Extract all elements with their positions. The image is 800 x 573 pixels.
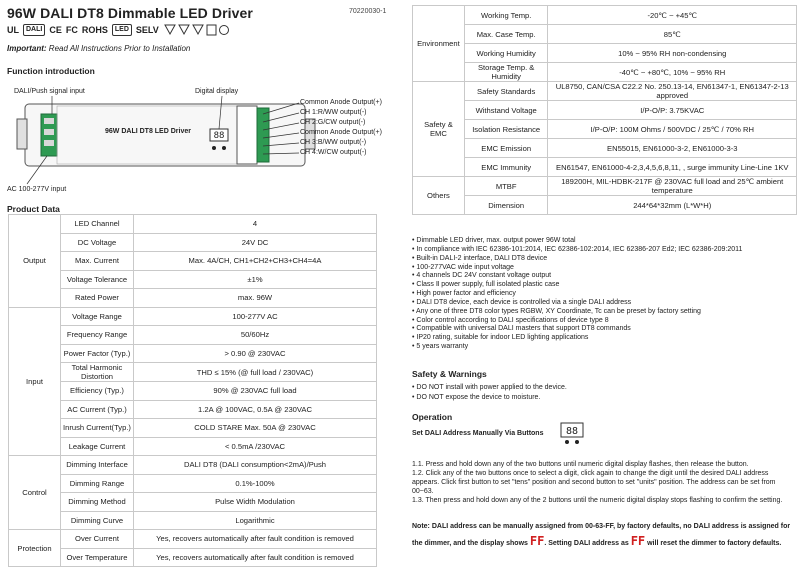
spec-value: I/P-O/P: 100M Ohms / 500VDC / 25℃ / 70% RH <box>548 120 797 139</box>
product-data-param: Frequency Range <box>61 326 134 345</box>
product-data-value: max. 96W <box>134 289 377 308</box>
product-data-row <box>9 400 377 419</box>
product-data-row <box>9 530 377 549</box>
ul-logo: UL <box>7 25 19 35</box>
feature-item: • Compatible with universal DALI masters that support DT8 commands <box>412 325 742 334</box>
spec-param: Isolation Resistance <box>464 120 548 139</box>
safety-list <box>412 383 567 402</box>
features-list <box>412 237 742 352</box>
product-data-value: Yes, recovers automatically after fault condition is removed <box>134 530 377 549</box>
spec-row <box>413 101 797 120</box>
spec-param: Max. Case Temp. <box>464 25 548 44</box>
product-data-row <box>9 233 377 252</box>
ff-display-2: FF <box>630 534 646 548</box>
product-data-value: 1.2A @ 100VAC, 0.5A @ 230VAC <box>134 400 377 419</box>
fc-logo: FC <box>65 25 78 35</box>
product-data-row <box>9 363 377 382</box>
rohs-logo: ROHS <box>81 25 108 35</box>
product-data-group-label: Control <box>9 456 61 530</box>
product-data-param: Max. Current <box>61 252 134 271</box>
operation-heading: Operation <box>412 412 453 422</box>
certification-logos <box>7 24 233 36</box>
output-label-6: CH 4:W/CW output(-) <box>300 149 367 156</box>
spec-row <box>413 82 797 101</box>
product-data-row <box>9 252 377 271</box>
spec-value: EN61547, EN61000-4-2,3,4,5,6,8,11, , surge immunity Line-Line 1KV <box>548 158 797 177</box>
symbol-icons <box>163 24 233 36</box>
product-data-row <box>9 344 377 363</box>
spec-value: 10% ~ 95% RH non-condensing <box>548 44 797 63</box>
product-data-value: 100-277V AC <box>134 307 377 326</box>
spec-param: Storage Temp. & Humidity <box>464 63 548 82</box>
product-data-param: Over Current <box>61 530 134 549</box>
ce-logo: CE <box>49 25 62 35</box>
product-data-value: THD ≤ 15% (@ full load / 230VAC) <box>134 363 377 382</box>
spec-row <box>413 120 797 139</box>
product-data-param: Voltage Range <box>61 307 134 326</box>
operation-steps <box>412 460 794 505</box>
feature-item: • 4 channels DC 24V constant voltage output <box>412 272 742 281</box>
product-data-row <box>9 474 377 493</box>
product-data-value: Yes, recovers automatically after fault condition is removed <box>134 548 377 567</box>
product-data-param: Inrush Current(Typ.) <box>61 419 134 438</box>
product-data-value: < 0.5mA /230VAC <box>134 437 377 456</box>
digital-display-label: Digital display <box>195 88 239 95</box>
output-label-2: CH 1:R/WW output(-) <box>300 109 367 116</box>
product-data-param: LED Channel <box>61 215 134 234</box>
feature-item: • Class Ⅱ power supply, full isolated plastic case <box>412 281 742 290</box>
product-data-value: Max. 4A/CH, CH1+CH2+CH3+CH4=4A <box>134 252 377 271</box>
feature-item: • In compliance with IEC 62386-101:2014, IEC 62386-102:2014, IEC 62386-207 Ed2; IEC 62386-209:2011 <box>412 246 742 255</box>
product-data-param: Dimming Method <box>61 493 134 512</box>
product-data-heading: Product Data <box>7 204 60 214</box>
ff-display-1: FF <box>529 534 545 548</box>
feature-item: • Built-in DALI-2 interface, DALI DT8 device <box>412 255 742 264</box>
product-data-param: Over Temperature <box>61 548 134 567</box>
product-data-row <box>9 289 377 308</box>
output-label-4: Common Anode Output(+) <box>300 129 382 136</box>
feature-item: • DALI DT8 device, each device is controlled via a single DALI address <box>412 299 742 308</box>
device-label: 96W DALI DT8 LED Driver <box>105 128 191 135</box>
spec-param: Safety Standards <box>464 82 548 101</box>
product-data-param: Efficiency (Typ.) <box>61 382 134 401</box>
product-data-value: > 0.90 @ 230VAC <box>134 344 377 363</box>
step-1: 1.1. Press and hold down any of the two buttons until numeric digital display flashes, then release the button. <box>412 461 749 468</box>
feature-item: • 5 years warranty <box>412 343 742 352</box>
spec-row <box>413 177 797 196</box>
led-logo: LED <box>112 24 132 36</box>
product-data-group-label: Protection <box>9 530 61 567</box>
product-data-param: Dimming Curve <box>61 511 134 530</box>
important-notice: Important: Read All Instructions Prior to Installation <box>7 44 191 53</box>
product-data-row <box>9 270 377 289</box>
dali-logo: DALI <box>23 24 45 36</box>
safety-heading: Safety & Warnings <box>412 369 487 379</box>
step-3: 1.3. Then press and hold down any of the 2 buttons until the numeric digital display stops flashing to confirm the setting. <box>412 497 783 504</box>
product-data-param: DC Voltage <box>61 233 134 252</box>
product-data-row <box>9 493 377 512</box>
spec-group-label: Others <box>413 177 465 215</box>
function-heading: Function introduction <box>7 66 95 76</box>
set-address-title: Set DALI Address Manually Via Buttons <box>412 430 544 437</box>
product-data-value: 4 <box>134 215 377 234</box>
product-data-value: Logarithmic <box>134 511 377 530</box>
spec-row <box>413 25 797 44</box>
product-data-row <box>9 307 377 326</box>
product-data-value: 0.1%-100% <box>134 474 377 493</box>
spec-param: Dimension <box>464 196 548 215</box>
product-data-row <box>9 419 377 438</box>
specs-table <box>412 5 797 215</box>
product-data-value: 24V DC <box>134 233 377 252</box>
page-title: 96W DALI DT8 Dimmable LED Driver <box>7 5 253 21</box>
product-data-param: Dimming Range <box>61 474 134 493</box>
safety-item: • DO NOT install with power applied to the device. <box>412 383 567 393</box>
display-icon <box>560 422 584 446</box>
feature-item: • High power factor and efficiency <box>412 290 742 299</box>
output-label-1: Common Anode Output(+) <box>300 99 382 106</box>
svg-text:88: 88 <box>565 426 579 437</box>
spec-value: I/P-O/P: 3.75KVAC <box>548 101 797 120</box>
svg-text:88: 88 <box>213 131 225 141</box>
feature-item: • 100-277VAC wide input voltage <box>412 264 742 273</box>
spec-param: EMC Emission <box>464 139 548 158</box>
product-data-param: Dimming Interface <box>61 456 134 475</box>
document-code: 70220030-1 <box>349 8 387 15</box>
product-data-row <box>9 382 377 401</box>
product-data-value: DALI DT8 (DALI consumption<2mA)/Push <box>134 456 377 475</box>
product-data-param: AC Current (Typ.) <box>61 400 134 419</box>
product-data-param: Power Factor (Typ.) <box>61 344 134 363</box>
spec-param: Working Temp. <box>464 6 548 25</box>
product-data-row <box>9 511 377 530</box>
address-note: Note: DALI address can be manually assigned from 00-63-FF, by factory defaults, no DALI address is assigned for the dimmer, and the display shows FF. Setting DALI address as FF will reset the dimmer to factory defaults. <box>412 523 791 548</box>
push-input-label: DALI/Push signal input <box>14 88 85 95</box>
feature-item: • Color control according to DALI specifications of device type 8 <box>412 317 742 326</box>
spec-value: -40℃ ~ +80℃, 10% ~ 95% RH <box>548 63 797 82</box>
spec-value: 244*64*32mm (L*W*H) <box>548 196 797 215</box>
product-data-row <box>9 326 377 345</box>
spec-group-label: Safety & EMC <box>413 82 465 177</box>
spec-row <box>413 63 797 82</box>
spec-param: Working Humidity <box>464 44 548 63</box>
safety-item: • DO NOT expose the device to moisture. <box>412 393 567 403</box>
spec-value: -20℃ ~ +45℃ <box>548 6 797 25</box>
spec-param: EMC Immunity <box>464 158 548 177</box>
spec-group-label: Environment <box>413 6 465 82</box>
feature-item: • Dimmable LED driver, max. output power 96W total <box>412 237 742 246</box>
spec-param: MTBF <box>464 177 548 196</box>
spec-row <box>413 6 797 25</box>
spec-value: EN55015, EN61000-3-2, EN61000-3-3 <box>548 139 797 158</box>
step-2: 1.2. Click any of the two buttons once to select a digit, click again to change the digit until the desired DALI address appears. Click first button to set "tens" position and second button to set "units" position. The address can be set from 00~63. <box>412 470 776 495</box>
product-data-table <box>8 214 377 567</box>
product-data-row <box>9 456 377 475</box>
spec-value: 85℃ <box>548 25 797 44</box>
spec-value: UL8750, CAN/CSA C22.2 No. 250.13-14, EN61347-1, EN61347-2-13 approved <box>548 82 797 101</box>
output-label-5: CH 3:B/WW output(-) <box>300 139 367 146</box>
ac-input-label: AC 100-277V input <box>7 186 67 193</box>
product-data-row <box>9 215 377 234</box>
spec-row <box>413 44 797 63</box>
product-data-group-label: Input <box>9 307 61 456</box>
selv-logo: SELV <box>135 25 159 35</box>
product-data-param: Leakage Current <box>61 437 134 456</box>
product-data-param: Total Harmonic Distortion <box>61 363 134 382</box>
spec-row <box>413 196 797 215</box>
product-data-param: Voltage Tolerance <box>61 270 134 289</box>
feature-item: • Any one of three DT8 color types RGBW, XY Coordinate, Tc can be preset by factory setting <box>412 308 742 317</box>
product-data-value: 90% @ 230VAC full load <box>134 382 377 401</box>
product-data-value: Pulse Width Modulation <box>134 493 377 512</box>
spec-value: 189200H, MIL-HDBK-217F @ 230VAC full load and 25℃ ambient temperature <box>548 177 797 196</box>
product-data-row <box>9 437 377 456</box>
spec-row <box>413 158 797 177</box>
product-data-value: ±1% <box>134 270 377 289</box>
spec-row <box>413 139 797 158</box>
feature-item: • IP20 rating, suitable for indoor LED lighting applications <box>412 334 742 343</box>
product-data-value: COLD STARE Max. 50A @ 230VAC <box>134 419 377 438</box>
product-data-param: Rated Power <box>61 289 134 308</box>
product-data-group-label: Output <box>9 215 61 308</box>
product-data-value: 50/60Hz <box>134 326 377 345</box>
output-label-3: CH 2:G/CW output(-) <box>300 119 366 126</box>
spec-param: Withstand Voltage <box>464 101 548 120</box>
product-data-row <box>9 548 377 567</box>
